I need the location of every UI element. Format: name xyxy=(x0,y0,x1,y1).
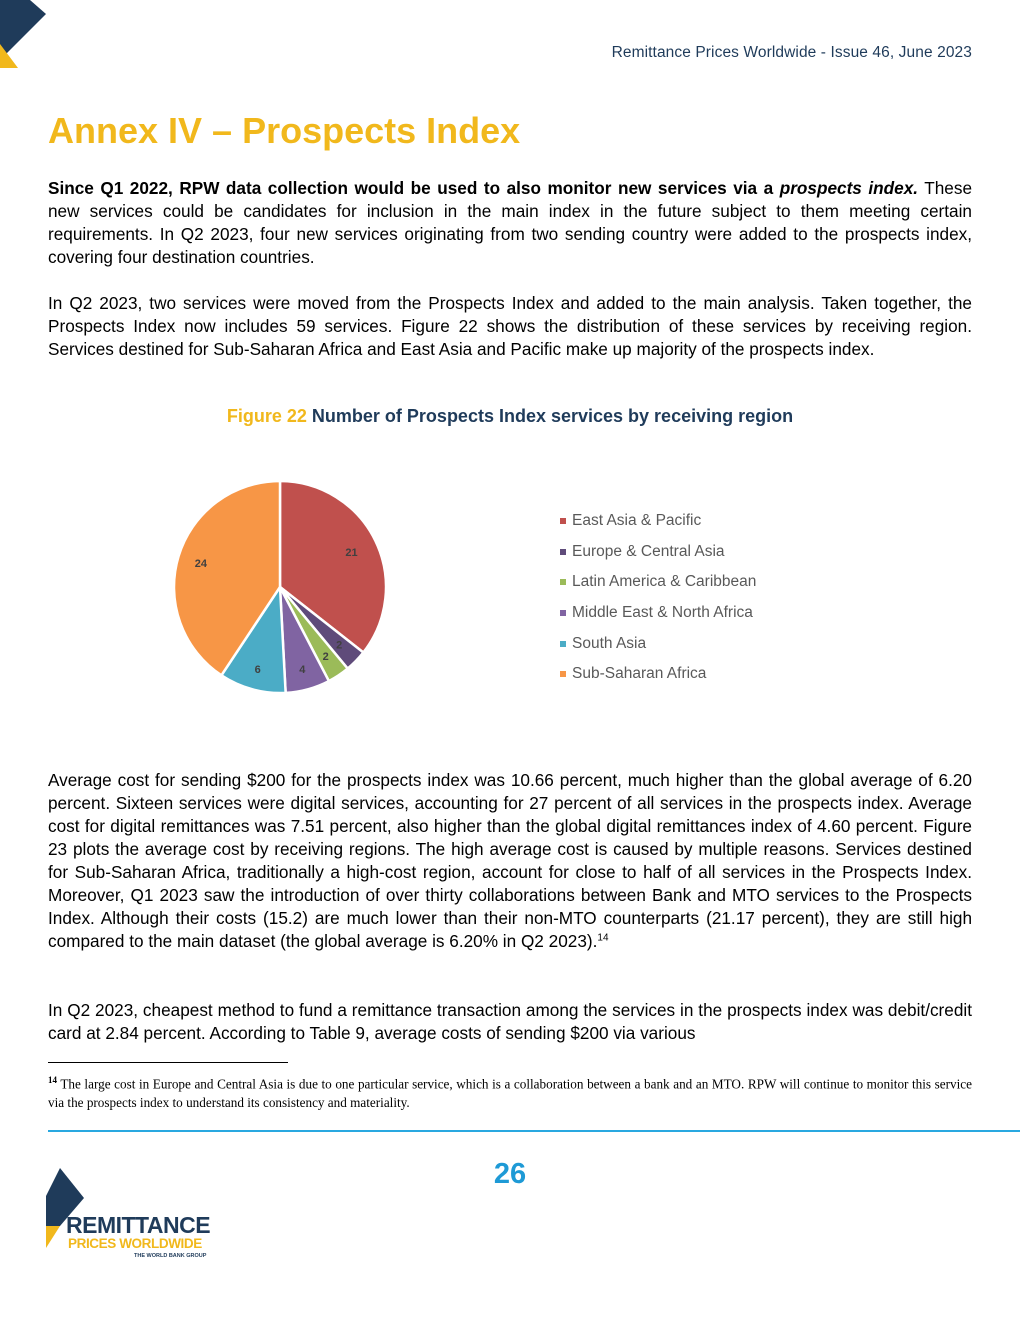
legend-swatch xyxy=(560,671,566,677)
pie-data-label: 2 xyxy=(336,639,343,652)
legend-item xyxy=(560,628,756,659)
legend-item xyxy=(560,537,756,568)
intro-lead-emphasis: prospects index. xyxy=(779,178,919,198)
footnote xyxy=(48,1071,972,1112)
legend-item xyxy=(560,506,756,537)
average-cost-text: Average cost for sending $200 for the prospects index was 10.66 percent, much higher than the global average of 6.20 percent. Sixteen services were digital services, accounting for 27 percent of all services in the prospects index. Average cost for digital remittances was 7.51 percent, also higher than the global digital remittances index of 4.60 percent. Figure 23 plots the average cost by receiving regions. The high average cost is caused by multiple reasons. Services destined for Sub-Saharan Africa, traditionally a high-cost region, account for close to half of all services in the Prospects Index. Moreover, Q1 2023 saw the introduction of over thirty collaborations between Bank and MTO services to the Prospects Index. Although their costs (15.2) are much lower than their non-MTO counterparts (21.17 percent), they are still high compared to the main dataset (the global average is 6.20% in Q2 2023). xyxy=(48,770,972,951)
legend-swatch xyxy=(560,549,566,555)
legend-swatch xyxy=(560,610,566,616)
legend-label: Europe & Central Asia xyxy=(572,542,725,560)
legend-swatch xyxy=(560,641,566,647)
footnote-reference[interactable]: 14 xyxy=(597,932,609,944)
page-number: 26 xyxy=(493,1158,527,1190)
intro-rest: These new services could be candidates for inclusion in the main index in the future subject to them meeting certain requirements. In Q2 2023, four new services originating from two sending country were added to the prospects index, covering four destination countries. xyxy=(48,178,972,267)
legend-label: Middle East & North Africa xyxy=(572,604,753,622)
footnote-divider xyxy=(48,1062,288,1063)
running-header: Remittance Prices Worldwide - Issue 46, June 2023 xyxy=(611,44,972,61)
footnote-text: The large cost in Europe and Central Asia is due to one particular service, which is a collaboration between a bank and an MTO. RPW will continue to monitor this service via the prospects index to understand its consistency and materiality. xyxy=(48,1076,972,1111)
pie-data-label: 4 xyxy=(299,663,306,676)
logo-line1: REMITTANCE xyxy=(66,1212,211,1238)
legend-swatch xyxy=(560,518,566,524)
pie-data-label: 21 xyxy=(345,547,358,560)
logo-line2: PRICES WORLDWIDE xyxy=(68,1236,202,1251)
footnote-number: 14 xyxy=(48,1075,57,1085)
pie-chart xyxy=(160,470,400,710)
legend-swatch xyxy=(560,579,566,585)
legend-label: Latin America & Caribbean xyxy=(572,573,757,591)
prospects-paragraph: In Q2 2023, two services were moved from the Prospects Index and added to the main analysis. Taken together, the Prospects Index now includes 59 services. Figure 22 shows the distribution of these services by receiving region. Services destined for Sub-Saharan Africa and East Asia and Pacific make up majority of the prospects index. xyxy=(48,293,972,359)
legend-item xyxy=(560,567,756,598)
chart-legend xyxy=(560,506,756,690)
legend-label: Sub-Saharan Africa xyxy=(572,665,707,683)
legend-label: East Asia & Pacific xyxy=(572,512,702,530)
page-title: Annex IV – Prospects Index xyxy=(48,110,521,151)
figure-caption xyxy=(0,406,1020,427)
rpw-logo xyxy=(46,1164,216,1264)
average-cost-paragraph xyxy=(48,769,972,953)
logo-line3: THE WORLD BANK GROUP xyxy=(134,1253,207,1259)
figure-caption-text: Number of Prospects Index services by receiving region xyxy=(311,406,794,426)
pie-data-label: 2 xyxy=(322,650,329,663)
figure-number: Figure 22 xyxy=(226,406,307,426)
footer-divider xyxy=(48,1130,1020,1132)
pie-data-label: 24 xyxy=(194,558,207,571)
intro-lead: Since Q1 2022, RPW data collection would be used to also monitor new services via a xyxy=(48,178,780,198)
legend-item xyxy=(560,659,756,690)
corner-decoration xyxy=(0,0,60,80)
funding-method-paragraph: In Q2 2023, cheapest method to fund a remittance transaction among the services in the prospects index was debit/credit card at 2.84 percent. According to Table 9, average costs of sending $200 via various xyxy=(48,1000,972,1043)
legend-label: South Asia xyxy=(572,634,647,652)
pie-data-label: 6 xyxy=(254,663,261,676)
legend-item xyxy=(560,598,756,629)
intro-paragraph xyxy=(48,177,972,269)
